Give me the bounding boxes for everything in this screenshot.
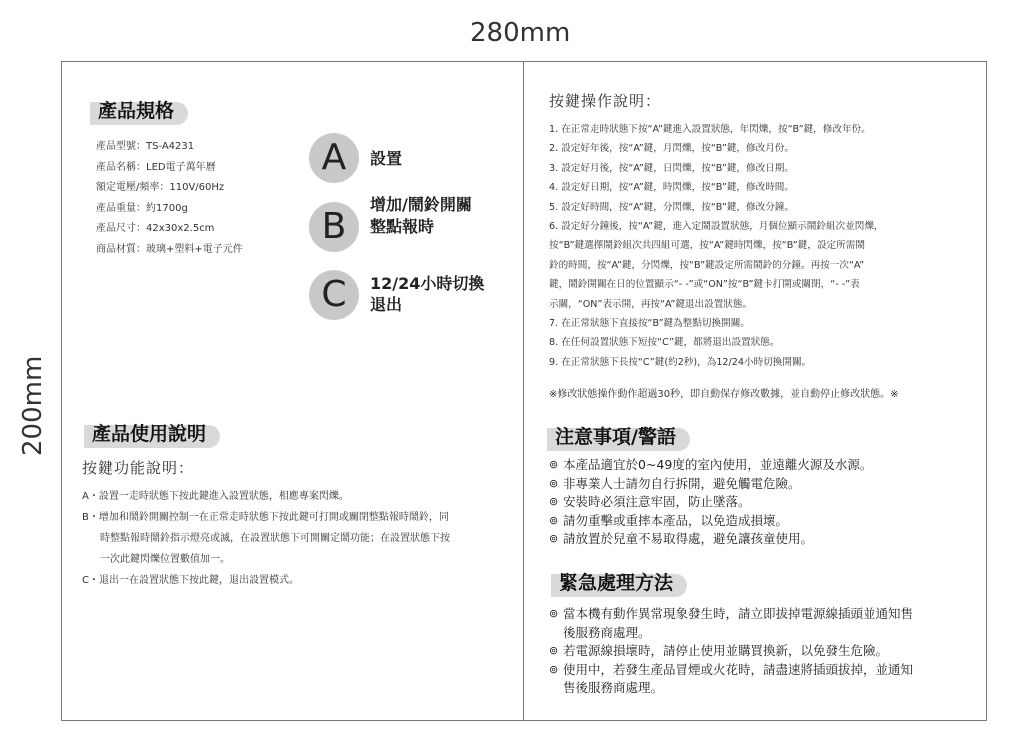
usage-list	[82, 486, 507, 591]
button-c-label-1: 12/24小時切換	[370, 274, 485, 293]
usage-subtitle: 按鍵功能說明：	[82, 459, 195, 477]
height-dimension-label: 200mm	[18, 355, 48, 456]
operation-note: ※修改狀態操作動作超過30秒，即自動保存修改數據，並自動停止修改狀態。※	[549, 389, 899, 400]
operation-list	[549, 120, 969, 372]
warning-item: ⊚ 安裝時必須注意牢固，防止墜落。	[549, 493, 872, 512]
operation-line: 1. 在正常走時狀態下按“A”鍵進入設置狀態，年閃爍，按“B”鍵，修改年份。	[549, 124, 871, 135]
emergency-title: 緊急處理方法	[559, 568, 673, 595]
operation-line: 鍵，鬧鈴開關在日的位置顯示“- -”或“ON”按“B”鍵卡打開或關閉，“- -”表	[549, 279, 860, 291]
spec-weight: 產品重量：約1700g	[96, 202, 188, 214]
operation-title: 按鍵操作說明：	[549, 92, 662, 110]
operation-line: 6. 設定好分鐘後，按“A”鍵，進入定鬧設置狀態，月個位顯示鬧鈴組次並閃爍，	[549, 221, 884, 233]
operation-line: 2. 設定好年後，按“A”鍵，月閃爍，按“B”鍵，修改月份。	[549, 143, 794, 155]
operation-line: 9. 在正常狀態下長按“C”鍵(約2秒)，為12/24小時切換開關。	[549, 356, 812, 368]
operation-line: 5. 設定好時間，按“A”鍵，分閃爍，按“B”鍵，修改分鐘。	[549, 201, 794, 213]
usage-line: A・設置一走時狀態下按此鍵進入設置狀態，相應專案閃爍。	[82, 491, 349, 502]
usage-line: C・退出一在設置狀態下按此鍵，退出設置模式。	[82, 575, 299, 586]
spec-voltage: 額定電壓/頻率：110V/60Hz	[96, 182, 225, 193]
operation-line: 8. 在任何設置狀態下短按“C”鍵，都將退出設置狀態。	[549, 337, 780, 349]
spec-model: 產品型號：TS-A4231	[96, 141, 195, 152]
warning-item: ⊚ 非專業人士請勿自行拆開，避免觸電危險。	[549, 475, 872, 494]
warnings-title: 注意事項/警語	[555, 422, 676, 449]
warnings-list	[549, 456, 872, 549]
emergency-item-continued: 後服務商處理。	[563, 624, 651, 640]
emergency-list	[549, 605, 913, 698]
operation-line: 按“B”鍵選擇鬧鈴組次共四組可選，按“A”鍵時閃爍，按“B”鍵，設定所需鬧	[549, 240, 865, 252]
spec-list	[96, 137, 243, 260]
emergency-item-continued: 售後服務商處理。	[563, 680, 664, 695]
button-b-circle: B	[309, 202, 359, 252]
usage-line: 時整點報時鬧鈴指示燈亮或滅，在設置狀態下可開關定鬧功能；在設置狀態下按	[100, 533, 450, 544]
operation-line: 3. 設定好月後，按“A”鍵，日閃爍，按“B”鍵，修改日期。	[549, 162, 794, 174]
warning-item: ⊚ 請放置於兒童不易取得處，避免讓孩童使用。	[549, 530, 872, 549]
button-a-circle: A	[309, 133, 359, 183]
spec-size: 產品尺寸：42x30x2.5cm	[96, 223, 215, 234]
specs-title: 產品規格	[98, 96, 174, 123]
operation-line: 鈴的時間，按“A”鍵，分閃爍，按“B”鍵設定所需鬧鈴的分鐘。再按一次“A”	[549, 259, 865, 271]
center-divider	[523, 61, 524, 721]
button-c-label-2: 退出	[370, 295, 403, 314]
warning-item: ⊚ 本產品適宜於0~49度的室內使用，並遠離火源及水源。	[549, 456, 872, 475]
usage-line: 一次此鍵閃爍位置數值加一。	[100, 554, 230, 565]
button-b-label-1: 增加/鬧鈴開關	[370, 195, 472, 214]
warning-item: ⊚ 請勿重擊或重摔本產品，以免造成損壞。	[549, 512, 872, 531]
button-a-label: 設置	[370, 149, 403, 168]
operation-line: 4. 設定好日期，按“A”鍵，時閃爍，按“B”鍵，修改時間。	[549, 182, 794, 194]
operation-line: 7. 在正常狀態下直接按“B”鍵為整點切換開關。	[549, 318, 750, 330]
emergency-item: ⊚ 若電源線損壞時，請停止使用並購買換新，以免發生危險。	[549, 642, 913, 661]
usage-title: 產品使用說明	[92, 419, 206, 446]
width-dimension-label: 280mm	[470, 18, 571, 48]
operation-line: 示關，“ON”表示開，再按“A”鍵退出設置狀態。	[549, 298, 753, 310]
spec-material: 商品材質：玻璃+塑料+電子元件	[96, 243, 243, 255]
emergency-item: ⊚ 使用中，若發生產品冒煙或火花時，請盡速將插頭拔掉，並通知	[549, 661, 913, 680]
button-c-circle: C	[309, 270, 359, 320]
button-b-label-2: 整點報時	[370, 217, 435, 236]
usage-line: B・增加和鬧鈴開關控制一在正常走時狀態下按此鍵可打開或關閉整點報時鬧鈴，同	[82, 512, 449, 523]
spec-name: 產品名稱：LED電子萬年曆	[96, 161, 216, 173]
emergency-item: ⊚ 當本機有動作異常現象發生時，請立即拔掉電源線插頭並通知售	[549, 605, 913, 624]
